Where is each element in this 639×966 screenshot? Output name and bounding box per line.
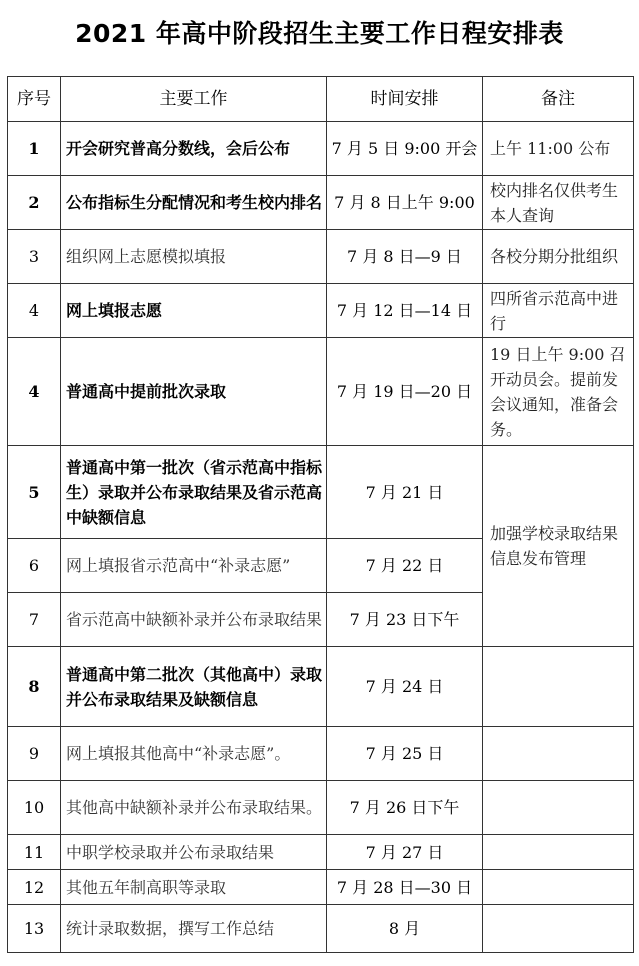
row-task: 其他高中缺额补录并公布录取结果。	[61, 781, 327, 835]
table-row	[8, 446, 634, 539]
row-time: 7 月 23 日下午	[327, 593, 483, 647]
row-task: 普通高中第一批次（省示范高中指标生）录取并公布录取结果及省示范高中缺额信息	[61, 446, 327, 539]
row-note	[483, 727, 634, 781]
row-task: 普通高中提前批次录取	[61, 338, 327, 446]
row-task: 普通高中第二批次（其他高中）录取并公布录取结果及缺额信息	[61, 647, 327, 727]
row-task: 公布指标生分配情况和考生校内排名	[61, 176, 327, 230]
row-seq: 3	[8, 230, 61, 284]
row-task: 统计录取数据，撰写工作总结	[61, 905, 327, 953]
row-time: 7 月 25 日	[327, 727, 483, 781]
header-time: 时间安排	[327, 77, 483, 122]
row-seq: 13	[8, 905, 61, 953]
row-seq: 5	[8, 446, 61, 539]
row-note	[483, 781, 634, 835]
table-row	[8, 727, 634, 781]
row-time: 7 月 19 日—20 日	[327, 338, 483, 446]
row-time: 8 月	[327, 905, 483, 953]
row-seq: 10	[8, 781, 61, 835]
table-row	[8, 781, 634, 835]
table-row	[8, 122, 634, 176]
row-time: 7 月 5 日 9:00 开会	[327, 122, 483, 176]
row-time: 7 月 22 日	[327, 539, 483, 593]
row-time: 7 月 28 日—30 日	[327, 870, 483, 905]
row-note	[483, 647, 634, 727]
row-seq: 9	[8, 727, 61, 781]
row-time: 7 月 8 日—9 日	[327, 230, 483, 284]
row-task: 中职学校录取并公布录取结果	[61, 835, 327, 870]
header-task: 主要工作	[61, 77, 327, 122]
row-task: 网上填报志愿	[61, 284, 327, 338]
row-note: 校内排名仅供考生本人查询	[483, 176, 634, 230]
row-note: 上午 11:00 公布	[483, 122, 634, 176]
table-row	[8, 835, 634, 870]
row-time: 7 月 27 日	[327, 835, 483, 870]
row-time: 7 月 8 日上午 9:00	[327, 176, 483, 230]
row-task: 省示范高中缺额补录并公布录取结果	[61, 593, 327, 647]
row-time: 7 月 26 日下午	[327, 781, 483, 835]
table-row	[8, 905, 634, 953]
row-seq: 4	[8, 284, 61, 338]
row-seq: 8	[8, 647, 61, 727]
row-note	[483, 835, 634, 870]
row-seq: 1	[8, 122, 61, 176]
schedule-table	[7, 76, 634, 953]
row-task: 组织网上志愿模拟填报	[61, 230, 327, 284]
table-row	[8, 230, 634, 284]
row-seq: 4	[8, 338, 61, 446]
row-note: 各校分期分批组织	[483, 230, 634, 284]
header-seq: 序号	[8, 77, 61, 122]
row-seq: 11	[8, 835, 61, 870]
header-note: 备注	[483, 77, 634, 122]
row-time: 7 月 21 日	[327, 446, 483, 539]
table-row	[8, 176, 634, 230]
row-task: 网上填报省示范高中“补录志愿”	[61, 539, 327, 593]
row-task: 网上填报其他高中“补录志愿”。	[61, 727, 327, 781]
row-note-merged: 加强学校录取结果信息发布管理	[483, 446, 634, 647]
table-row	[8, 870, 634, 905]
row-seq: 6	[8, 539, 61, 593]
table-row	[8, 284, 634, 338]
row-time: 7 月 24 日	[327, 647, 483, 727]
table-header-row	[8, 77, 634, 122]
row-seq: 12	[8, 870, 61, 905]
row-task: 开会研究普高分数线，会后公布	[61, 122, 327, 176]
page-title: 2021 年高中阶段招生主要工作日程安排表	[75, 19, 564, 48]
table-row	[8, 338, 634, 446]
row-task: 其他五年制高职等录取	[61, 870, 327, 905]
table-row	[8, 647, 634, 727]
row-note: 四所省示范高中进行	[483, 284, 634, 338]
row-seq: 7	[8, 593, 61, 647]
row-note	[483, 870, 634, 905]
row-note: 19 日上午 9:00 召开动员会。提前发会议通知，准备会务。	[483, 338, 634, 446]
row-seq: 2	[8, 176, 61, 230]
row-time: 7 月 12 日—14 日	[327, 284, 483, 338]
row-note	[483, 905, 634, 953]
